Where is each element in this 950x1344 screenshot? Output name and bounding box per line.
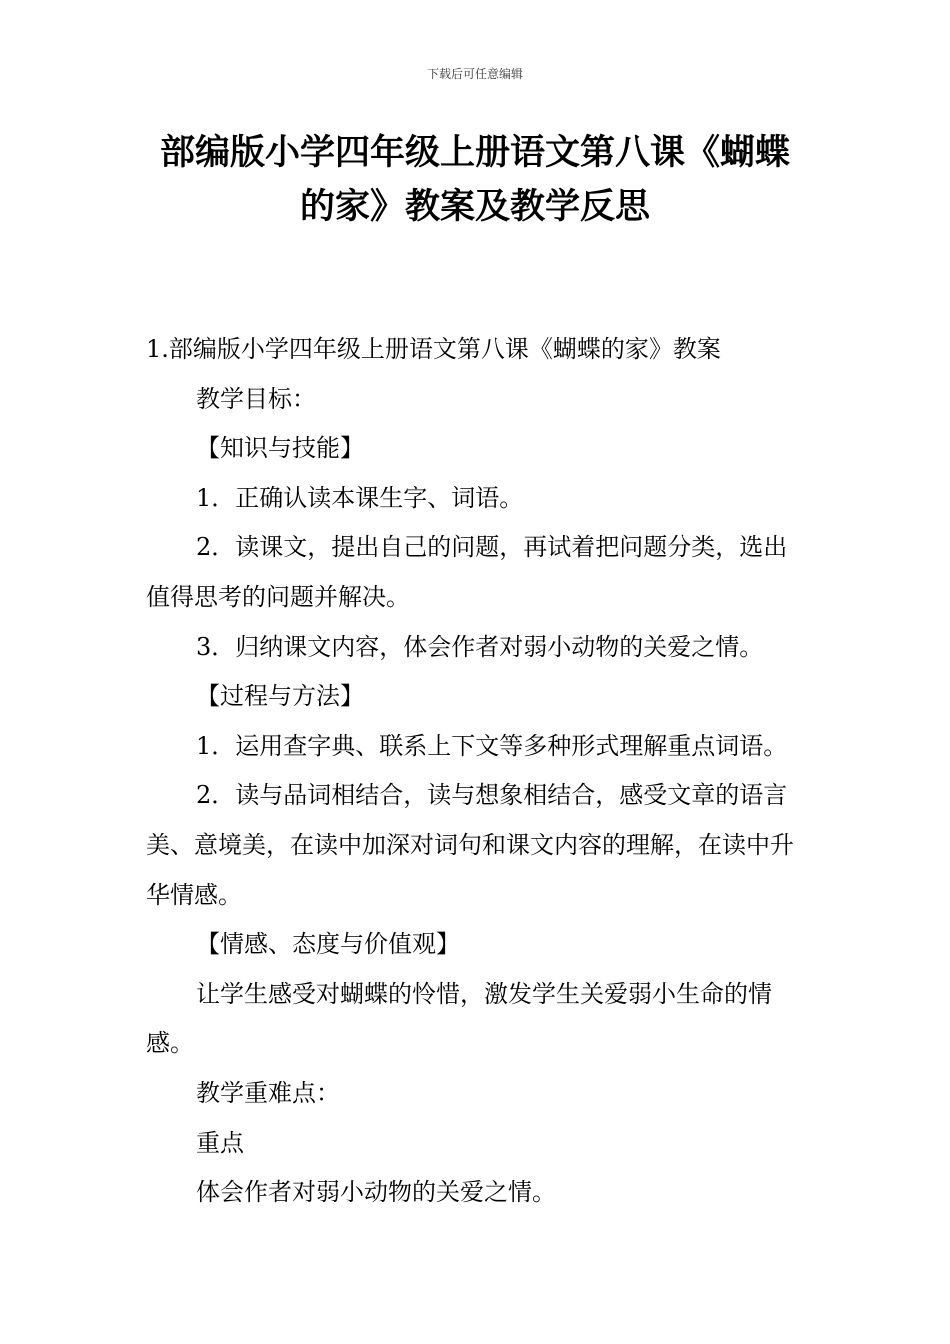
goal-item: 2．读与品词相结合，读与想象相结合，感受文章的语言美、意境美，在读中加深对词句和课文内容的理解，在读中升华情感。 (146, 781, 794, 909)
title-line-2: 的家》教案及教学反思 (299, 187, 650, 227)
document-title (120, 126, 830, 234)
key-point-text: 体会作者对弱小动物的关爱之情。 (196, 1178, 556, 1207)
subsection-process-methods: 【过程与方法】 (196, 682, 364, 711)
key-difficulties-label: 教学重难点： (196, 1078, 340, 1107)
goal-item: 3．归纳课文内容，体会作者对弱小动物的关爱之情。 (196, 632, 764, 661)
key-point-label: 重点 (196, 1128, 244, 1157)
subsection-emotion-values: 【情感、态度与价值观】 (196, 930, 460, 959)
section-heading: 1.部编版小学四年级上册语文第八课《蝴蝶的家》教案 (146, 335, 721, 363)
goal-item: 1．正确认读本课生字、词语。 (196, 483, 524, 512)
goal-item: 1．运用查字典、联系上下文等多种形式理解重点词语。 (196, 731, 788, 760)
teaching-goals-label: 教学目标： (196, 384, 316, 413)
goal-item: 让学生感受对蝴蝶的怜惜，激发学生关爱弱小生命的情感。 (146, 979, 772, 1058)
subsection-knowledge-skills: 【知识与技能】 (196, 434, 364, 463)
document-body (146, 325, 806, 1218)
title-line-1: 部编版小学四年级上册语文第八课《蝴蝶 (159, 133, 790, 173)
goal-item: 2．读课文，提出自己的问题，再试着把问题分类，选出值得思考的问题并解决。 (146, 533, 788, 611)
page-header-note: 下载后可任意编辑 (426, 67, 523, 81)
